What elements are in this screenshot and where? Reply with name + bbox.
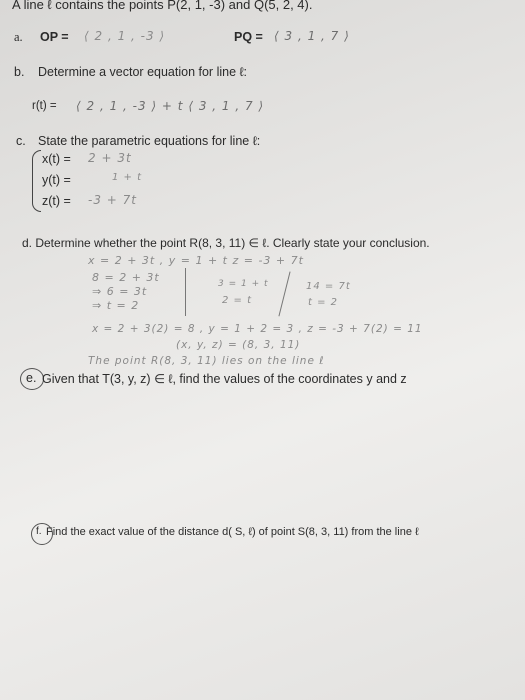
work-col3-2: t = 2	[308, 297, 339, 308]
work-conclusion: The point R(8, 3, 11) lies on the line ℓ	[88, 355, 325, 367]
part-e-letter: e.	[26, 371, 37, 385]
y-label: y(t) =	[42, 173, 71, 187]
pq-label: PQ =	[234, 30, 263, 44]
x-label: x(t) =	[42, 152, 71, 166]
work-col1-3: ⇒ t = 2	[92, 299, 140, 312]
part-f-text: Find the exact value of the distance d( S, ℓ) of point S(8, 3, 11) from the line ℓ	[46, 526, 419, 538]
op-answer: ⟨ 2 , 1 , -3 ⟩	[84, 29, 166, 43]
z-label: z(t) =	[42, 194, 71, 208]
work-eq-row: x = 2 + 3t , y = 1 + t z = -3 + 7t	[88, 254, 304, 267]
part-d-text: d. Determine whether the point R(8, 3, 11) ∈ ℓ. Clearly state your conclusion.	[22, 236, 430, 250]
work-col2-2: 2 = t	[222, 295, 253, 306]
part-a-letter: a.	[14, 30, 23, 44]
rt-label: r(t) =	[32, 100, 57, 112]
op-label: OP =	[40, 30, 69, 44]
rt-answer: ⟨ 2 , 1 , -3 ⟩ + t ⟨ 3 , 1 , 7 ⟩	[76, 99, 265, 113]
work-col3-1: 14 = 7t	[306, 281, 351, 292]
y-answer: 1 + t	[112, 172, 143, 183]
x-answer: 2 + 3t	[88, 151, 132, 165]
work-divider-1	[185, 268, 186, 316]
parametric-brace	[32, 150, 41, 212]
work-check: x = 2 + 3(2) = 8 , y = 1 + 2 = 3 , z = -3 + 7(2) = 11	[92, 323, 423, 335]
work-col1-2: ⇒ 6 = 3t	[92, 285, 148, 298]
work-tuple: (x, y, z) = (8, 3, 11)	[176, 339, 301, 351]
work-col1-1: 8 = 2 + 3t	[92, 271, 160, 284]
z-answer: -3 + 7t	[88, 193, 137, 207]
work-col2-1: 3 = 1 + t	[218, 279, 269, 289]
part-c-text: State the parametric equations for line ℓ:	[38, 134, 261, 148]
part-b-letter: b.	[14, 65, 25, 79]
work-divider-2	[278, 272, 290, 317]
pq-answer: ⟨ 3 , 1 , 7 ⟩	[274, 29, 350, 43]
part-e-text: Given that T(3, y, z) ∈ ℓ, find the values of the coordinates y and z	[42, 372, 407, 386]
problem-header: A line ℓ contains the points P(2, 1, -3) and Q(5, 2, 4).	[12, 0, 313, 12]
part-c-letter: c.	[16, 134, 26, 148]
part-b-text: Determine a vector equation for line ℓ:	[38, 65, 248, 79]
part-f-letter: f.	[36, 526, 42, 537]
